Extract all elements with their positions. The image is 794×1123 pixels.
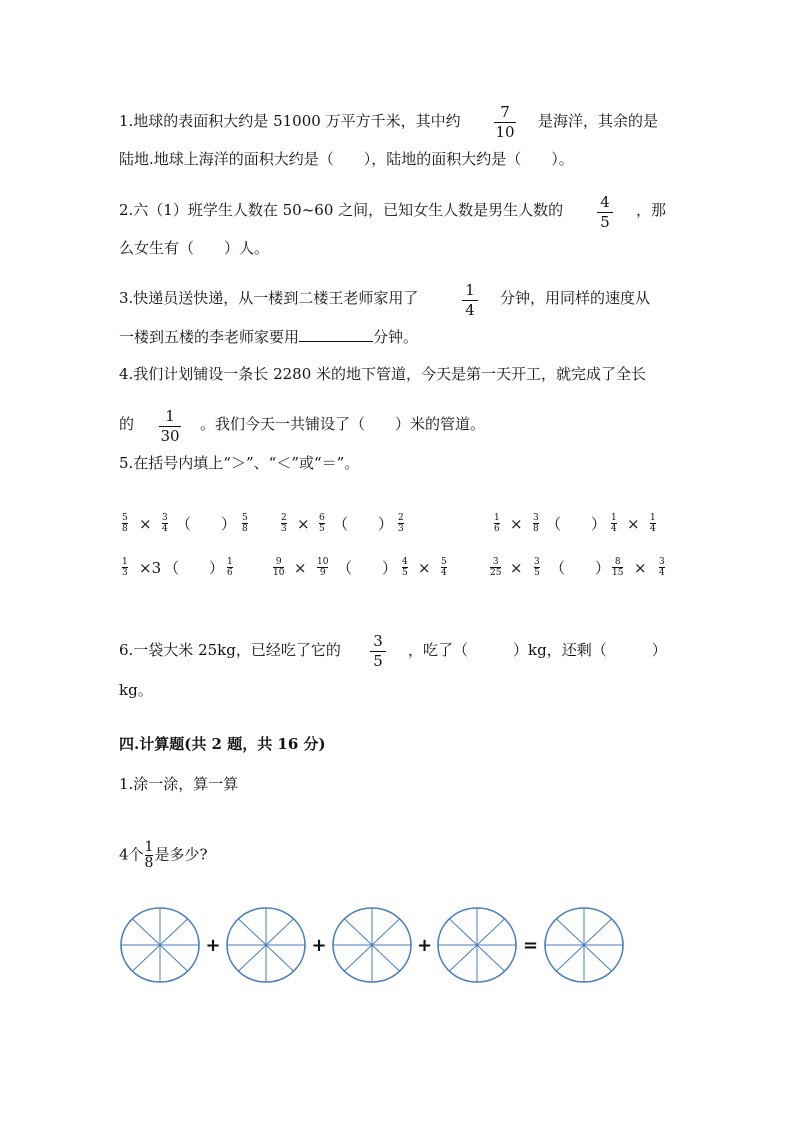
q3-line1-tail: 分钟，用同样的速度从 bbox=[500, 289, 651, 307]
q5-r2c3-times2: × bbox=[634, 559, 647, 577]
fraction-circle-1[interactable] bbox=[121, 908, 199, 982]
calc-prompt-suffix: 是多少? bbox=[154, 845, 208, 864]
q5-r1c1-paren[interactable]: （ ） bbox=[176, 515, 237, 533]
plus-sign-2: + bbox=[311, 935, 327, 956]
q4-frac-den: 30 bbox=[160, 427, 180, 445]
q3-line2-prefix: 一楼到五楼的李老师家要用 bbox=[119, 328, 300, 346]
q3-frac-num: 1 bbox=[465, 281, 475, 299]
q6-frac-num: 3 bbox=[373, 632, 383, 650]
q6-line2-text: kg。 bbox=[119, 681, 153, 699]
fraction-circle-2[interactable] bbox=[227, 908, 305, 982]
q2-line1-text: 2.六（1）班学生人数在 50~60 之间，已知女生人数是男生人数的 bbox=[119, 201, 564, 219]
q5-r1c1-a: 5 8 bbox=[122, 513, 128, 534]
q4-line2-tail: 。我们今天一共铺设了（ ）米的管道。 bbox=[200, 415, 486, 433]
q3-answer-blank[interactable] bbox=[299, 327, 373, 342]
calc-prompt bbox=[119, 840, 208, 871]
q5-r2c1-r: 1 6 bbox=[227, 557, 233, 578]
calc-prompt-prefix: 4个 bbox=[119, 845, 144, 864]
q5-r2c1-a: 1 3 bbox=[122, 557, 128, 578]
q5-r2c2-paren[interactable]: （ ） bbox=[337, 559, 398, 577]
q5-r1c3-r2: 1 4 bbox=[650, 513, 656, 534]
q5-r2c3-b: 3 5 bbox=[534, 557, 540, 578]
equals-sign: = bbox=[522, 935, 539, 956]
q5-r2c3-a: 3 25 bbox=[490, 557, 502, 578]
q5-r1c2-b: 6 5 bbox=[319, 513, 325, 534]
q2-fraction bbox=[597, 194, 613, 231]
calc-q1-title: 1.涂一涂，算一算 bbox=[119, 775, 239, 793]
q2-frac-den: 5 bbox=[600, 213, 610, 231]
q4-fraction bbox=[159, 408, 181, 445]
q6-line1-text: 6.一袋大米 25kg，已经吃了它的 bbox=[119, 641, 341, 659]
q1-frac-num: 7 bbox=[500, 103, 510, 121]
q1-line2-text: 陆地.地球上海洋的面积大约是（ ），陆地的面积大约是（ ）。 bbox=[119, 150, 574, 168]
q5-r1c1-r: 5 8 bbox=[242, 513, 248, 534]
q5-r2c2-times: × bbox=[294, 559, 307, 577]
q5-r1c2-r: 2 3 bbox=[398, 513, 404, 534]
q1-fraction bbox=[494, 104, 516, 141]
q3-line2-suffix: 分钟。 bbox=[373, 328, 419, 346]
q5-r2c2-b: 10 9 bbox=[317, 557, 329, 578]
q6-fraction bbox=[370, 633, 386, 670]
q5-r2c2-r1: 4 5 bbox=[402, 557, 408, 578]
q5-r1c2-times: × bbox=[297, 515, 310, 533]
calc-prompt-fraction: $\frac{1}{8}$ bbox=[144, 839, 154, 871]
q1-frac-den: 10 bbox=[495, 123, 515, 141]
q4-frac-num: 1 bbox=[165, 407, 175, 425]
q5-r2c2-a: 9 10 bbox=[273, 557, 285, 578]
q5-r1c1-b: 3 4 bbox=[162, 513, 168, 534]
q3-fraction bbox=[462, 282, 478, 319]
q2-line1-tail: ，那 bbox=[636, 201, 667, 219]
q1-line1-tail: 是海洋，其余的是 bbox=[538, 112, 659, 130]
fraction-circle-5[interactable] bbox=[545, 908, 623, 982]
q3-line1-text: 3.快递员送快递，从一楼到二楼王老师家用了 bbox=[119, 289, 419, 307]
q5-r1c3-b: 3 8 bbox=[533, 513, 539, 534]
q6-frac-den: 5 bbox=[373, 652, 383, 670]
q1-line1-text: 1.地球的表面积大约是 51000 万平方千米，其中约 bbox=[119, 112, 461, 130]
q2-line2-text: 么女生有（ ）人。 bbox=[119, 239, 270, 257]
q5-r1c1-times: × bbox=[139, 515, 152, 533]
q5-r2c2-times2: × bbox=[418, 559, 431, 577]
fraction-circles-diagram bbox=[110, 900, 640, 990]
q4-line1-text: 4.我们计划铺设一条长 2280 米的地下管道，今天是第一天开工，就完成了全长 bbox=[119, 365, 647, 383]
q3-line2-text bbox=[119, 327, 418, 347]
section-heading: 四.计算题(共 2 题，共 16 分) bbox=[119, 735, 326, 753]
q5-r1c2-a: 2 3 bbox=[281, 513, 287, 534]
q6-line1-tail: ，吃了（ ）kg，还剩（ ） bbox=[408, 641, 667, 659]
q5-r2c1-paren[interactable]: （ ） bbox=[164, 559, 225, 577]
q5-r1c3-times: × bbox=[510, 515, 523, 533]
q5-r1c2-paren[interactable]: （ ） bbox=[333, 515, 394, 533]
q4-prefix: 的 bbox=[119, 415, 135, 433]
q5-r2c3-r2: 3 4 bbox=[659, 557, 665, 578]
q2-frac-num: 4 bbox=[600, 193, 610, 211]
q5-r2c2-r2: 5 4 bbox=[441, 557, 447, 578]
plus-sign-3: + bbox=[416, 935, 433, 956]
fraction-circle-4[interactable] bbox=[438, 908, 516, 982]
fraction-circle-3[interactable] bbox=[333, 908, 411, 982]
q3-frac-den: 4 bbox=[465, 301, 475, 319]
q5-r2c1-mult: ×3 bbox=[139, 559, 162, 577]
q5-r1c3-a: 1 6 bbox=[494, 513, 500, 534]
plus-sign-1: + bbox=[205, 935, 221, 956]
q5-r1c3-r1: 1 4 bbox=[611, 513, 617, 534]
q5-r2c3-paren[interactable]: （ ） bbox=[550, 559, 611, 577]
q5-r2c3-times: × bbox=[510, 559, 523, 577]
q5-r1c3-times2: × bbox=[627, 515, 640, 533]
q5-r1c3-paren[interactable]: （ ） bbox=[546, 515, 607, 533]
q5-title: 5.在括号内填上“＞”、“＜”或“＝”。 bbox=[119, 454, 360, 472]
q5-r2c3-r1: 8 15 bbox=[612, 557, 624, 578]
